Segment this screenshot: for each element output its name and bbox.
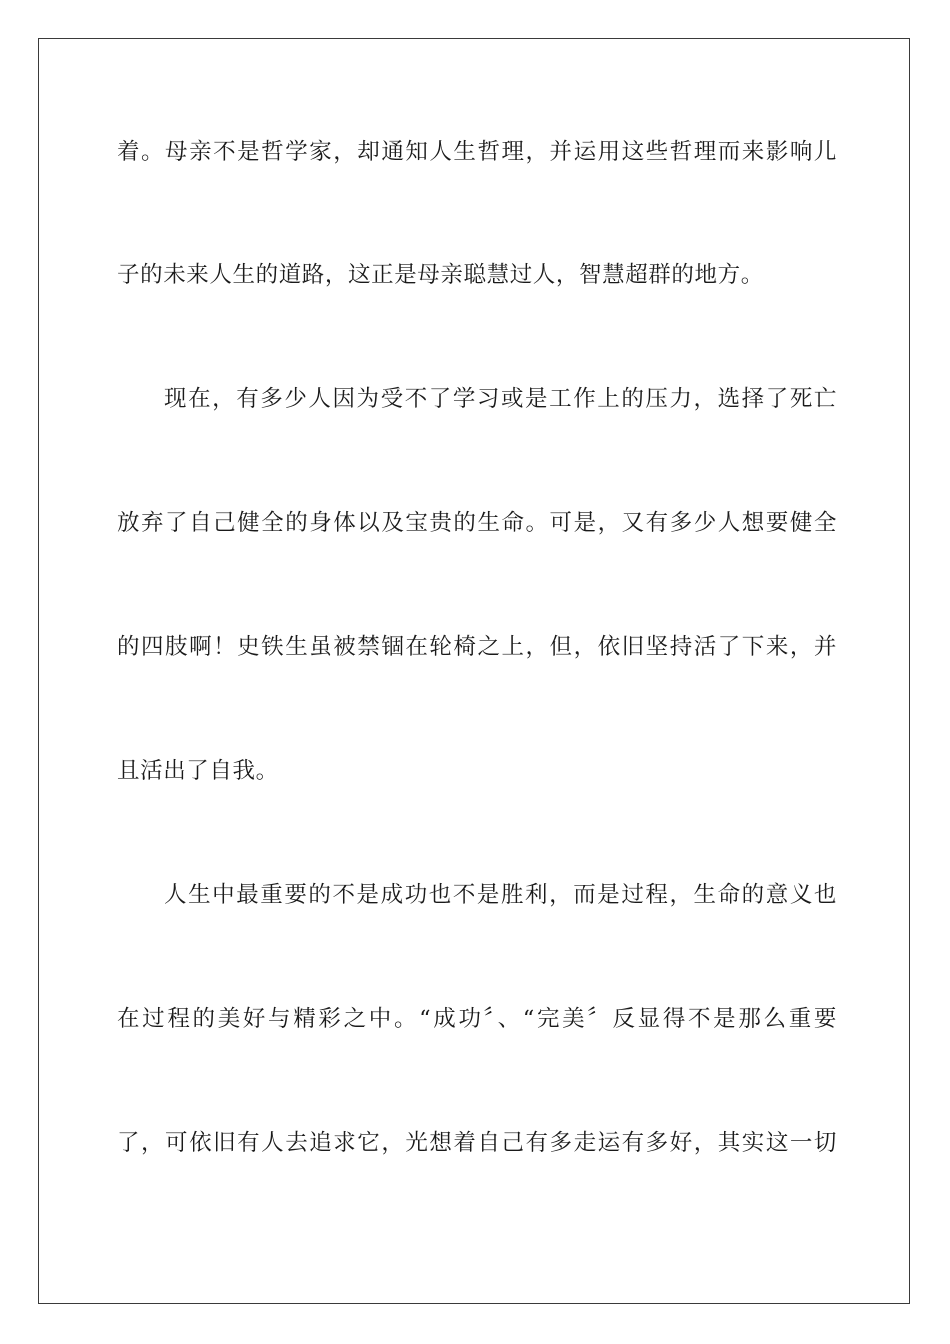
paragraph-start-line: 人生中最重要的不是成功也不是胜利，而是过程，生命的意义也: [164, 882, 837, 908]
page-border: [38, 38, 910, 1304]
text-line: 子的未来人生的道路，这正是母亲聪慧过人，智慧超群的地方。: [117, 262, 764, 288]
paragraph-start-line: 现在，有多少人因为受不了学习或是工作上的压力，选择了死亡: [164, 386, 837, 412]
text-line: 放弃了自己健全的身体以及宝贵的生命。可是，又有多少人想要健全: [117, 510, 837, 536]
text-line: 着。母亲不是哲学家，却通知人生哲理，并运用这些哲理而来影响儿: [117, 139, 837, 165]
text-line: 了，可依旧有人去追求它，光想着自己有多走运有多好，其实这一切: [117, 1130, 837, 1156]
text-line: 在过程的美好与精彩之中。“成功〞、“完美〞反显得不是那么重要: [117, 1006, 837, 1032]
text-line: 且活出了自我。: [117, 758, 279, 784]
text-line: 的四肢啊！史铁生虽被禁锢在轮椅之上，但，依旧坚持活了下来，并: [117, 634, 837, 660]
